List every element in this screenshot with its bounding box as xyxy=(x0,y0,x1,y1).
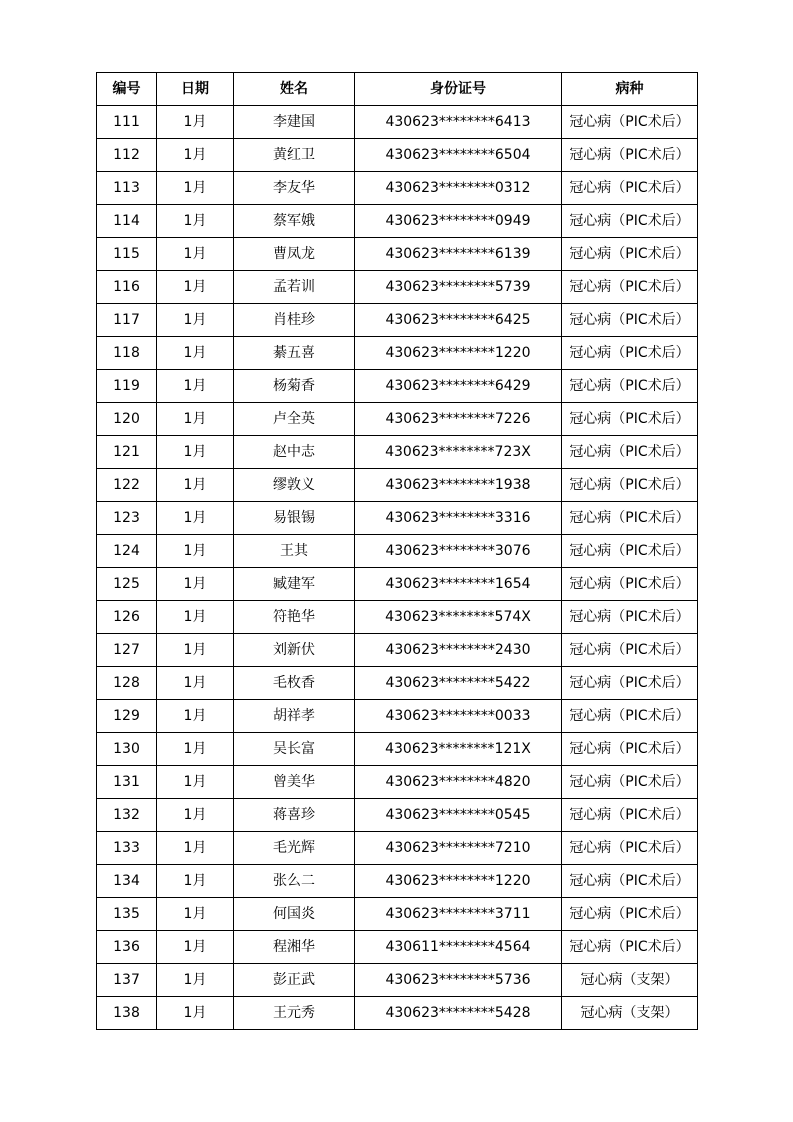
cell-id-number: 430623********0949 xyxy=(355,205,562,238)
cell-disease: 冠心病（PIC术后） xyxy=(562,865,698,898)
cell-disease: 冠心病（支架） xyxy=(562,964,698,997)
cell-disease: 冠心病（PIC术后） xyxy=(562,634,698,667)
cell-id-number: 430623********1220 xyxy=(355,337,562,370)
cell-date: 1月 xyxy=(157,931,234,964)
cell-disease: 冠心病（PIC术后） xyxy=(562,205,698,238)
cell-number: 115 xyxy=(97,238,157,271)
table-row xyxy=(97,931,698,964)
table-row xyxy=(97,337,698,370)
cell-name: 孟若训 xyxy=(234,271,355,304)
cell-name: 李友华 xyxy=(234,172,355,205)
cell-name: 吴长富 xyxy=(234,733,355,766)
cell-number: 138 xyxy=(97,997,157,1030)
cell-number: 113 xyxy=(97,172,157,205)
cell-name: 易银锡 xyxy=(234,502,355,535)
cell-name: 李建国 xyxy=(234,106,355,139)
cell-number: 124 xyxy=(97,535,157,568)
cell-disease: 冠心病（PIC术后） xyxy=(562,337,698,370)
table-row xyxy=(97,832,698,865)
cell-date: 1月 xyxy=(157,700,234,733)
cell-date: 1月 xyxy=(157,733,234,766)
cell-disease: 冠心病（PIC术后） xyxy=(562,271,698,304)
cell-id-number: 430623********0033 xyxy=(355,700,562,733)
table-row xyxy=(97,238,698,271)
cell-number: 137 xyxy=(97,964,157,997)
cell-date: 1月 xyxy=(157,139,234,172)
table-row xyxy=(97,667,698,700)
header-row xyxy=(97,73,698,106)
table-row xyxy=(97,865,698,898)
cell-date: 1月 xyxy=(157,502,234,535)
header-number: 编号 xyxy=(97,73,157,106)
cell-name: 綦五喜 xyxy=(234,337,355,370)
cell-name: 臧建军 xyxy=(234,568,355,601)
cell-date: 1月 xyxy=(157,238,234,271)
table-row xyxy=(97,502,698,535)
cell-name: 何国炎 xyxy=(234,898,355,931)
cell-id-number: 430623********1220 xyxy=(355,865,562,898)
cell-date: 1月 xyxy=(157,799,234,832)
table-row xyxy=(97,964,698,997)
cell-disease: 冠心病（PIC术后） xyxy=(562,370,698,403)
cell-date: 1月 xyxy=(157,403,234,436)
cell-id-number: 430623********5422 xyxy=(355,667,562,700)
cell-id-number: 430623********4820 xyxy=(355,766,562,799)
cell-date: 1月 xyxy=(157,436,234,469)
patient-table xyxy=(96,72,698,1030)
cell-id-number: 430623********7226 xyxy=(355,403,562,436)
cell-disease: 冠心病（PIC术后） xyxy=(562,172,698,205)
cell-disease: 冠心病（PIC术后） xyxy=(562,733,698,766)
cell-id-number: 430623********1654 xyxy=(355,568,562,601)
table-header xyxy=(97,73,698,106)
cell-disease: 冠心病（PIC术后） xyxy=(562,502,698,535)
cell-disease: 冠心病（PIC术后） xyxy=(562,898,698,931)
cell-name: 王元秀 xyxy=(234,997,355,1030)
cell-date: 1月 xyxy=(157,271,234,304)
cell-name: 彭正武 xyxy=(234,964,355,997)
cell-date: 1月 xyxy=(157,964,234,997)
cell-disease: 冠心病（PIC术后） xyxy=(562,700,698,733)
cell-date: 1月 xyxy=(157,997,234,1030)
table-row xyxy=(97,700,698,733)
cell-number: 117 xyxy=(97,304,157,337)
cell-name: 蒋喜珍 xyxy=(234,799,355,832)
cell-date: 1月 xyxy=(157,535,234,568)
header-date: 日期 xyxy=(157,73,234,106)
cell-name: 毛光辉 xyxy=(234,832,355,865)
cell-disease: 冠心病（PIC术后） xyxy=(562,139,698,172)
cell-id-number: 430623********7210 xyxy=(355,832,562,865)
table-row xyxy=(97,733,698,766)
cell-date: 1月 xyxy=(157,634,234,667)
cell-date: 1月 xyxy=(157,469,234,502)
cell-number: 120 xyxy=(97,403,157,436)
table-row xyxy=(97,172,698,205)
cell-name: 程湘华 xyxy=(234,931,355,964)
table-row xyxy=(97,106,698,139)
cell-id-number: 430623********1938 xyxy=(355,469,562,502)
cell-disease: 冠心病（PIC术后） xyxy=(562,403,698,436)
cell-disease: 冠心病（PIC术后） xyxy=(562,799,698,832)
cell-disease: 冠心病（PIC术后） xyxy=(562,469,698,502)
table-row xyxy=(97,403,698,436)
cell-name: 蔡军娥 xyxy=(234,205,355,238)
header-disease: 病种 xyxy=(562,73,698,106)
cell-id-number: 430623********5736 xyxy=(355,964,562,997)
cell-name: 杨菊香 xyxy=(234,370,355,403)
cell-number: 121 xyxy=(97,436,157,469)
cell-disease: 冠心病（PIC术后） xyxy=(562,304,698,337)
header-name: 姓名 xyxy=(234,73,355,106)
cell-name: 毛枚香 xyxy=(234,667,355,700)
cell-name: 王其 xyxy=(234,535,355,568)
table-row xyxy=(97,799,698,832)
table-row xyxy=(97,436,698,469)
cell-id-number: 430623********6429 xyxy=(355,370,562,403)
table-row xyxy=(97,271,698,304)
cell-date: 1月 xyxy=(157,304,234,337)
cell-number: 126 xyxy=(97,601,157,634)
cell-disease: 冠心病（PIC术后） xyxy=(562,601,698,634)
cell-date: 1月 xyxy=(157,766,234,799)
cell-name: 卢全英 xyxy=(234,403,355,436)
header-id-number: 身份证号 xyxy=(355,73,562,106)
cell-number: 136 xyxy=(97,931,157,964)
cell-disease: 冠心病（PIC术后） xyxy=(562,931,698,964)
table-row xyxy=(97,469,698,502)
cell-disease: 冠心病（PIC术后） xyxy=(562,667,698,700)
cell-id-number: 430623********0312 xyxy=(355,172,562,205)
cell-date: 1月 xyxy=(157,601,234,634)
cell-name: 肖桂珍 xyxy=(234,304,355,337)
cell-date: 1月 xyxy=(157,106,234,139)
cell-id-number: 430623********6504 xyxy=(355,139,562,172)
cell-number: 111 xyxy=(97,106,157,139)
cell-name: 张么二 xyxy=(234,865,355,898)
cell-date: 1月 xyxy=(157,667,234,700)
cell-name: 胡祥孝 xyxy=(234,700,355,733)
cell-name: 符艳华 xyxy=(234,601,355,634)
cell-number: 123 xyxy=(97,502,157,535)
table-row xyxy=(97,601,698,634)
cell-id-number: 430623********6413 xyxy=(355,106,562,139)
cell-name: 缪敦义 xyxy=(234,469,355,502)
cell-date: 1月 xyxy=(157,370,234,403)
cell-date: 1月 xyxy=(157,337,234,370)
cell-disease: 冠心病（PIC术后） xyxy=(562,568,698,601)
cell-id-number: 430623********121X xyxy=(355,733,562,766)
cell-id-number: 430623********3076 xyxy=(355,535,562,568)
cell-disease: 冠心病（PIC术后） xyxy=(562,766,698,799)
cell-id-number: 430623********0545 xyxy=(355,799,562,832)
table-row xyxy=(97,898,698,931)
cell-name: 曾美华 xyxy=(234,766,355,799)
cell-number: 112 xyxy=(97,139,157,172)
cell-name: 赵中志 xyxy=(234,436,355,469)
cell-number: 127 xyxy=(97,634,157,667)
table-row xyxy=(97,139,698,172)
cell-id-number: 430623********5428 xyxy=(355,997,562,1030)
cell-id-number: 430623********2430 xyxy=(355,634,562,667)
cell-id-number: 430623********723X xyxy=(355,436,562,469)
cell-number: 118 xyxy=(97,337,157,370)
cell-id-number: 430623********3316 xyxy=(355,502,562,535)
table-row xyxy=(97,766,698,799)
table-row xyxy=(97,634,698,667)
cell-id-number: 430623********6139 xyxy=(355,238,562,271)
cell-disease: 冠心病（PIC术后） xyxy=(562,106,698,139)
cell-name: 黄红卫 xyxy=(234,139,355,172)
table-row xyxy=(97,568,698,601)
cell-number: 132 xyxy=(97,799,157,832)
table-row xyxy=(97,370,698,403)
cell-name: 刘新伏 xyxy=(234,634,355,667)
cell-number: 130 xyxy=(97,733,157,766)
cell-date: 1月 xyxy=(157,898,234,931)
cell-number: 134 xyxy=(97,865,157,898)
cell-disease: 冠心病（PIC术后） xyxy=(562,238,698,271)
cell-number: 116 xyxy=(97,271,157,304)
table-row xyxy=(97,304,698,337)
table-row xyxy=(97,205,698,238)
cell-date: 1月 xyxy=(157,205,234,238)
cell-number: 128 xyxy=(97,667,157,700)
table-row xyxy=(97,997,698,1030)
table-body xyxy=(97,106,698,1030)
cell-id-number: 430623********6425 xyxy=(355,304,562,337)
cell-id-number: 430611********4564 xyxy=(355,931,562,964)
table-row xyxy=(97,535,698,568)
cell-disease: 冠心病（PIC术后） xyxy=(562,832,698,865)
cell-name: 曹凤龙 xyxy=(234,238,355,271)
cell-number: 129 xyxy=(97,700,157,733)
cell-disease: 冠心病（PIC术后） xyxy=(562,535,698,568)
cell-date: 1月 xyxy=(157,172,234,205)
cell-date: 1月 xyxy=(157,865,234,898)
cell-number: 135 xyxy=(97,898,157,931)
cell-id-number: 430623********574X xyxy=(355,601,562,634)
cell-date: 1月 xyxy=(157,832,234,865)
cell-disease: 冠心病（PIC术后） xyxy=(562,436,698,469)
cell-number: 122 xyxy=(97,469,157,502)
cell-number: 133 xyxy=(97,832,157,865)
cell-number: 114 xyxy=(97,205,157,238)
cell-number: 125 xyxy=(97,568,157,601)
cell-disease: 冠心病（支架） xyxy=(562,997,698,1030)
cell-id-number: 430623********3711 xyxy=(355,898,562,931)
cell-number: 131 xyxy=(97,766,157,799)
cell-date: 1月 xyxy=(157,568,234,601)
cell-number: 119 xyxy=(97,370,157,403)
cell-id-number: 430623********5739 xyxy=(355,271,562,304)
